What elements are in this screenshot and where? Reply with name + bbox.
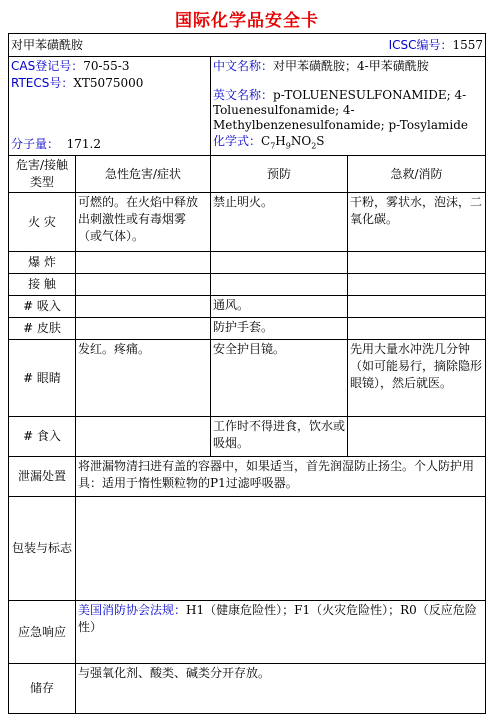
rtecs-label: RTECS号：: [11, 76, 74, 90]
eyes-aid: 先用大量水冲洗几分钟（如可能易行，摘除隐形眼镜），然后就医。: [348, 340, 486, 417]
fire-symptom: 可燃的。在火焰中释放出刺激性或有毒烟雾（或气体）。: [76, 193, 211, 252]
col-symptoms: 急性危害/症状: [76, 156, 211, 193]
column-header-row: [9, 156, 486, 193]
table-row: [9, 193, 486, 252]
contact-symptom: [76, 274, 211, 296]
package-text: [76, 497, 486, 601]
spill-label: 泄漏处置: [9, 457, 76, 497]
row-type-explosion: 爆 炸: [9, 252, 76, 274]
contact-aid: [348, 274, 486, 296]
cas-number: 70-55-3: [83, 59, 130, 73]
package-row: [9, 497, 486, 601]
spill-row: [9, 457, 486, 497]
explosion-symptom: [76, 252, 211, 274]
table-row: [9, 318, 486, 340]
fire-prevention: 禁止明火。: [211, 193, 348, 252]
storage-label: 储存: [9, 664, 76, 714]
explosion-aid: [348, 252, 486, 274]
storage-row: [9, 664, 486, 714]
chemical-formula: $C_7H_9NO_2S$: [261, 134, 325, 151]
inhalation-aid: [348, 296, 486, 318]
fire-aid: 干粉，雾状水，泡沫，二氧化碳。: [348, 193, 486, 252]
molecular-weight: 171.2: [66, 137, 102, 152]
header-row: [9, 34, 486, 57]
formula-label: 化学式：: [213, 134, 262, 148]
icsc-number: 1557: [452, 37, 484, 52]
emergency-row: [9, 601, 486, 664]
nfpa-label: 美国消防协会法规：: [78, 603, 187, 618]
eyes-symptom: 发红。疼痛。: [76, 340, 211, 417]
cn-name: 对甲苯磺酰胺；4-甲苯磺酰胺: [273, 59, 429, 73]
card-title: 国际化学品安全卡: [175, 11, 319, 31]
col-first-aid: 急救/消防: [348, 156, 486, 193]
row-type-inhalation: # 吸入: [9, 296, 76, 318]
row-type-fire: 火 灾: [9, 193, 76, 252]
row-type-eyes: # 眼睛: [9, 340, 76, 417]
cn-name-label: 中文名称：: [213, 59, 274, 73]
en-name-label: 英文名称：: [213, 88, 274, 102]
row-type-contact: 接 触: [9, 274, 76, 296]
table-row: [9, 296, 486, 318]
eyes-prevention: 安全护目镜。: [211, 340, 348, 417]
mw-label: 分子量：: [11, 137, 60, 152]
emergency-label: 应急响应: [9, 601, 76, 664]
skin-aid: [348, 318, 486, 340]
ingestion-aid: [348, 417, 486, 457]
en-name: p-TOLUENESULFONAMIDE; 4-Toluenesulfonamide; 4-Methylbenzenesulfonamide; p-Tosylamide: [213, 88, 468, 132]
col-hazard-type: 危害/接触类型: [9, 156, 76, 193]
table-row: [9, 417, 486, 457]
icsc-label: ICSC编号：: [388, 37, 453, 52]
inhalation-symptom: [76, 296, 211, 318]
contact-prevention: [211, 274, 348, 296]
package-label: 包装与标志: [9, 497, 76, 601]
chemical-name: 对甲苯磺酰胺: [11, 37, 84, 52]
skin-prevention: 防护手套。: [211, 318, 348, 340]
table-row: [9, 340, 486, 417]
inhalation-prevention: 通风。: [211, 296, 348, 318]
ingestion-prevention: 工作时不得进食，饮水或吸烟。: [211, 417, 348, 457]
row-type-ingestion: # 食入: [9, 417, 76, 457]
ingestion-symptom: [76, 417, 211, 457]
rtecs-number: XT5075000: [73, 76, 144, 90]
storage-text: 与强氧化剂、酸类、碱类分开存放。: [76, 664, 486, 714]
cas-label: CAS登记号：: [11, 59, 84, 73]
col-prevention: 预防: [211, 156, 348, 193]
id-row: [9, 57, 486, 156]
nfpa-ratings: H1（健康危险性）；F1（火灾危险性）；R0（反应危险性）: [78, 603, 477, 635]
safety-table: [8, 33, 486, 714]
spill-text: 将泄漏物清扫进有盖的容器中，如果适当，首先润湿防止扬尘。个人防护用具：适用于惰性颗粒物的P1过滤呼吸器。: [76, 457, 486, 497]
explosion-prevention: [211, 252, 348, 274]
row-type-skin: # 皮肤: [9, 318, 76, 340]
table-row: [9, 274, 486, 296]
table-row: [9, 252, 486, 274]
skin-symptom: [76, 318, 211, 340]
